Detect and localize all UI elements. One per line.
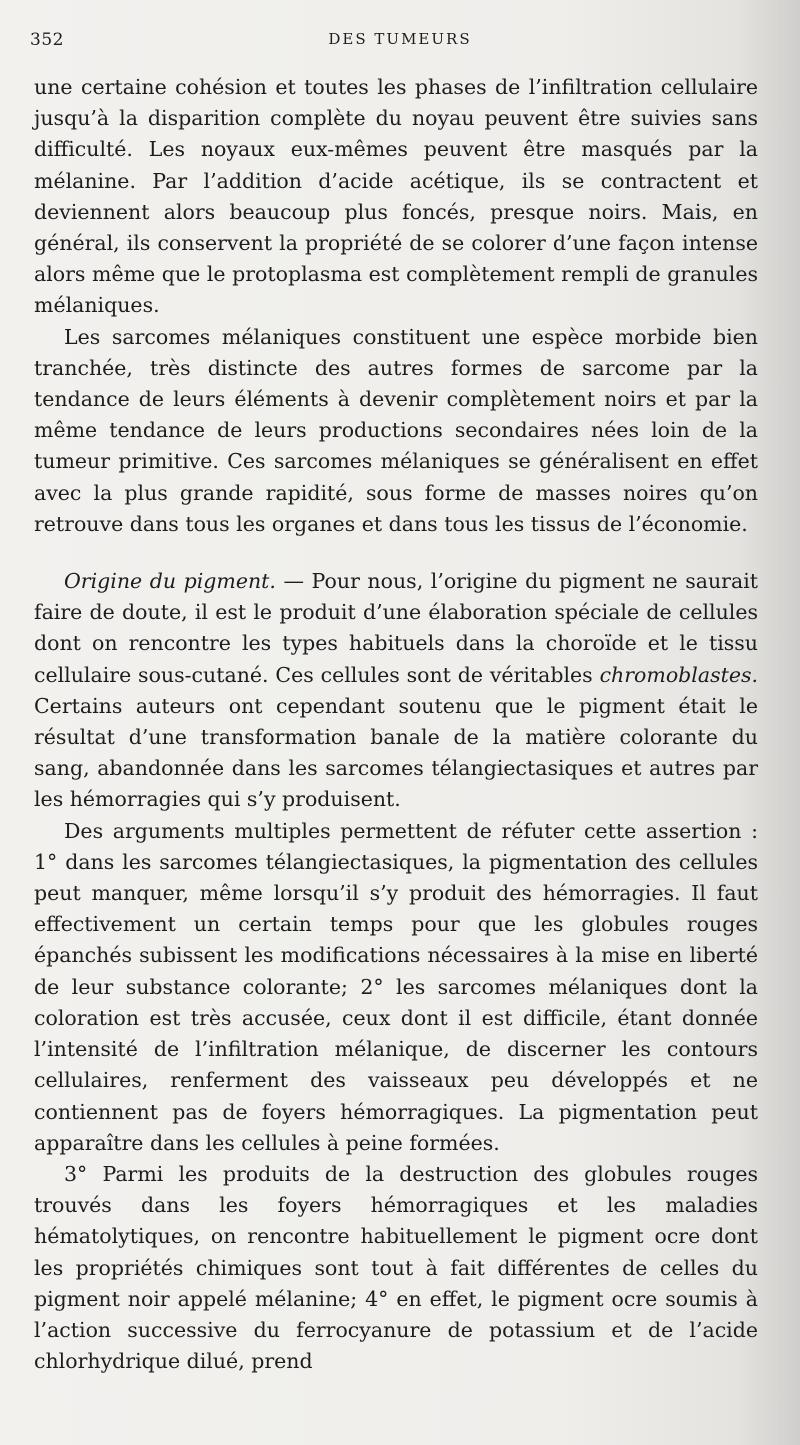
- paragraph-arguments: Des arguments multiples permettent de réfuter cette assertion : 1° dans les sarcomes télangiectasiques, la pigmentation des cellules peut manquer, même lorsqu’il s’y produit des hémorragies. Il faut effectivement un certain temps pour que les globules rouges épanchés subissent les modifications nécessaires à la mise en liberté de leur substance colorante; 2° les sarcomes mélaniques dont la coloration est très accusée, ceux dont il est difficile, étant donnée l’intensité de l’infiltration mélanique, de discerner les contours cellulaires, renferment des vaisseaux peu développés et ne contiennent pas de foyers hémorragiques. La pigmentation peut apparaître dans les cellules à peine formées.: [34, 818, 758, 1155]
- running-head: DES TUMEURS: [328, 30, 472, 48]
- paragraph-continuation: une certaine cohésion et toutes les phases de l’infiltration cellulaire jusqu’à la disparition complète du noyau peuvent être suivies sans difficulté. Les noyaux eux-mêmes peuvent être masqués par la mélanine. Par l’addition d’acide acétique, ils se contractent et deviennent alors beaucoup plus foncés, presque noirs. Mais, en général, ils conservent la propriété de se colorer d’une façon intense alors même que le protoplasma est complètement rempli de granules mélaniques.: [34, 75, 758, 318]
- paragraph-text: — Pour nous, l’origine du pigment ne saurait faire de doute, il est le produit d’une élaboration spéciale de cellules dont on rencontre les types habituels dans la choroïde et le tissu cellulaire sous-cutané. Ces cellules sont de véritables: [34, 569, 758, 687]
- page-number: 352: [30, 30, 64, 50]
- paragraph-text: Certains auteurs ont cependant soutenu que le pigment était le résultat d’une transformation banale de la matière colorante du sang, abandonnée dans les sarcomes télangiectasiques et autres par les hémorragies qui s’y produisent.: [34, 693, 758, 812]
- paragraph-pigment-origin: [34, 566, 758, 816]
- paragraph-melanic-sarcomas: Les sarcomes mélaniques constituent une espèce morbide bien tranchée, très distincte des autres formes de sarcome par la tendance de leurs éléments à devenir complètement noirs et par la même tendance de leurs productions secondaires nées loin de la tumeur primitive. Ces sarcomes mélaniques se généralisent en effet avec la plus grande rapidité, sous forme de masses noires qu’on retrouve dans tous les organes et dans tous les tissus de l’économie.: [34, 324, 758, 536]
- page-header: [30, 30, 770, 56]
- italic-term: chromoblastes.: [599, 662, 758, 687]
- body-text: [34, 72, 758, 1377]
- section-heading-origine-du-pigment: Origine du pigment.: [64, 569, 276, 594]
- paragraph-ochre-pigment: 3° Parmi les produits de la destruction des globules rouges trouvés dans les foyers hémorragiques et les maladies hématolytiques, on rencontre habituellement le pigment ocre dont les propriétés chimiques sont tout à fait différentes de celles du pigment noir appelé mélanine; 4° en effet, le pigment ocre soumis à l’action successive du ferrocyanure de potassium et de l’acide chlorhydrique dilué, prend: [34, 1161, 758, 1374]
